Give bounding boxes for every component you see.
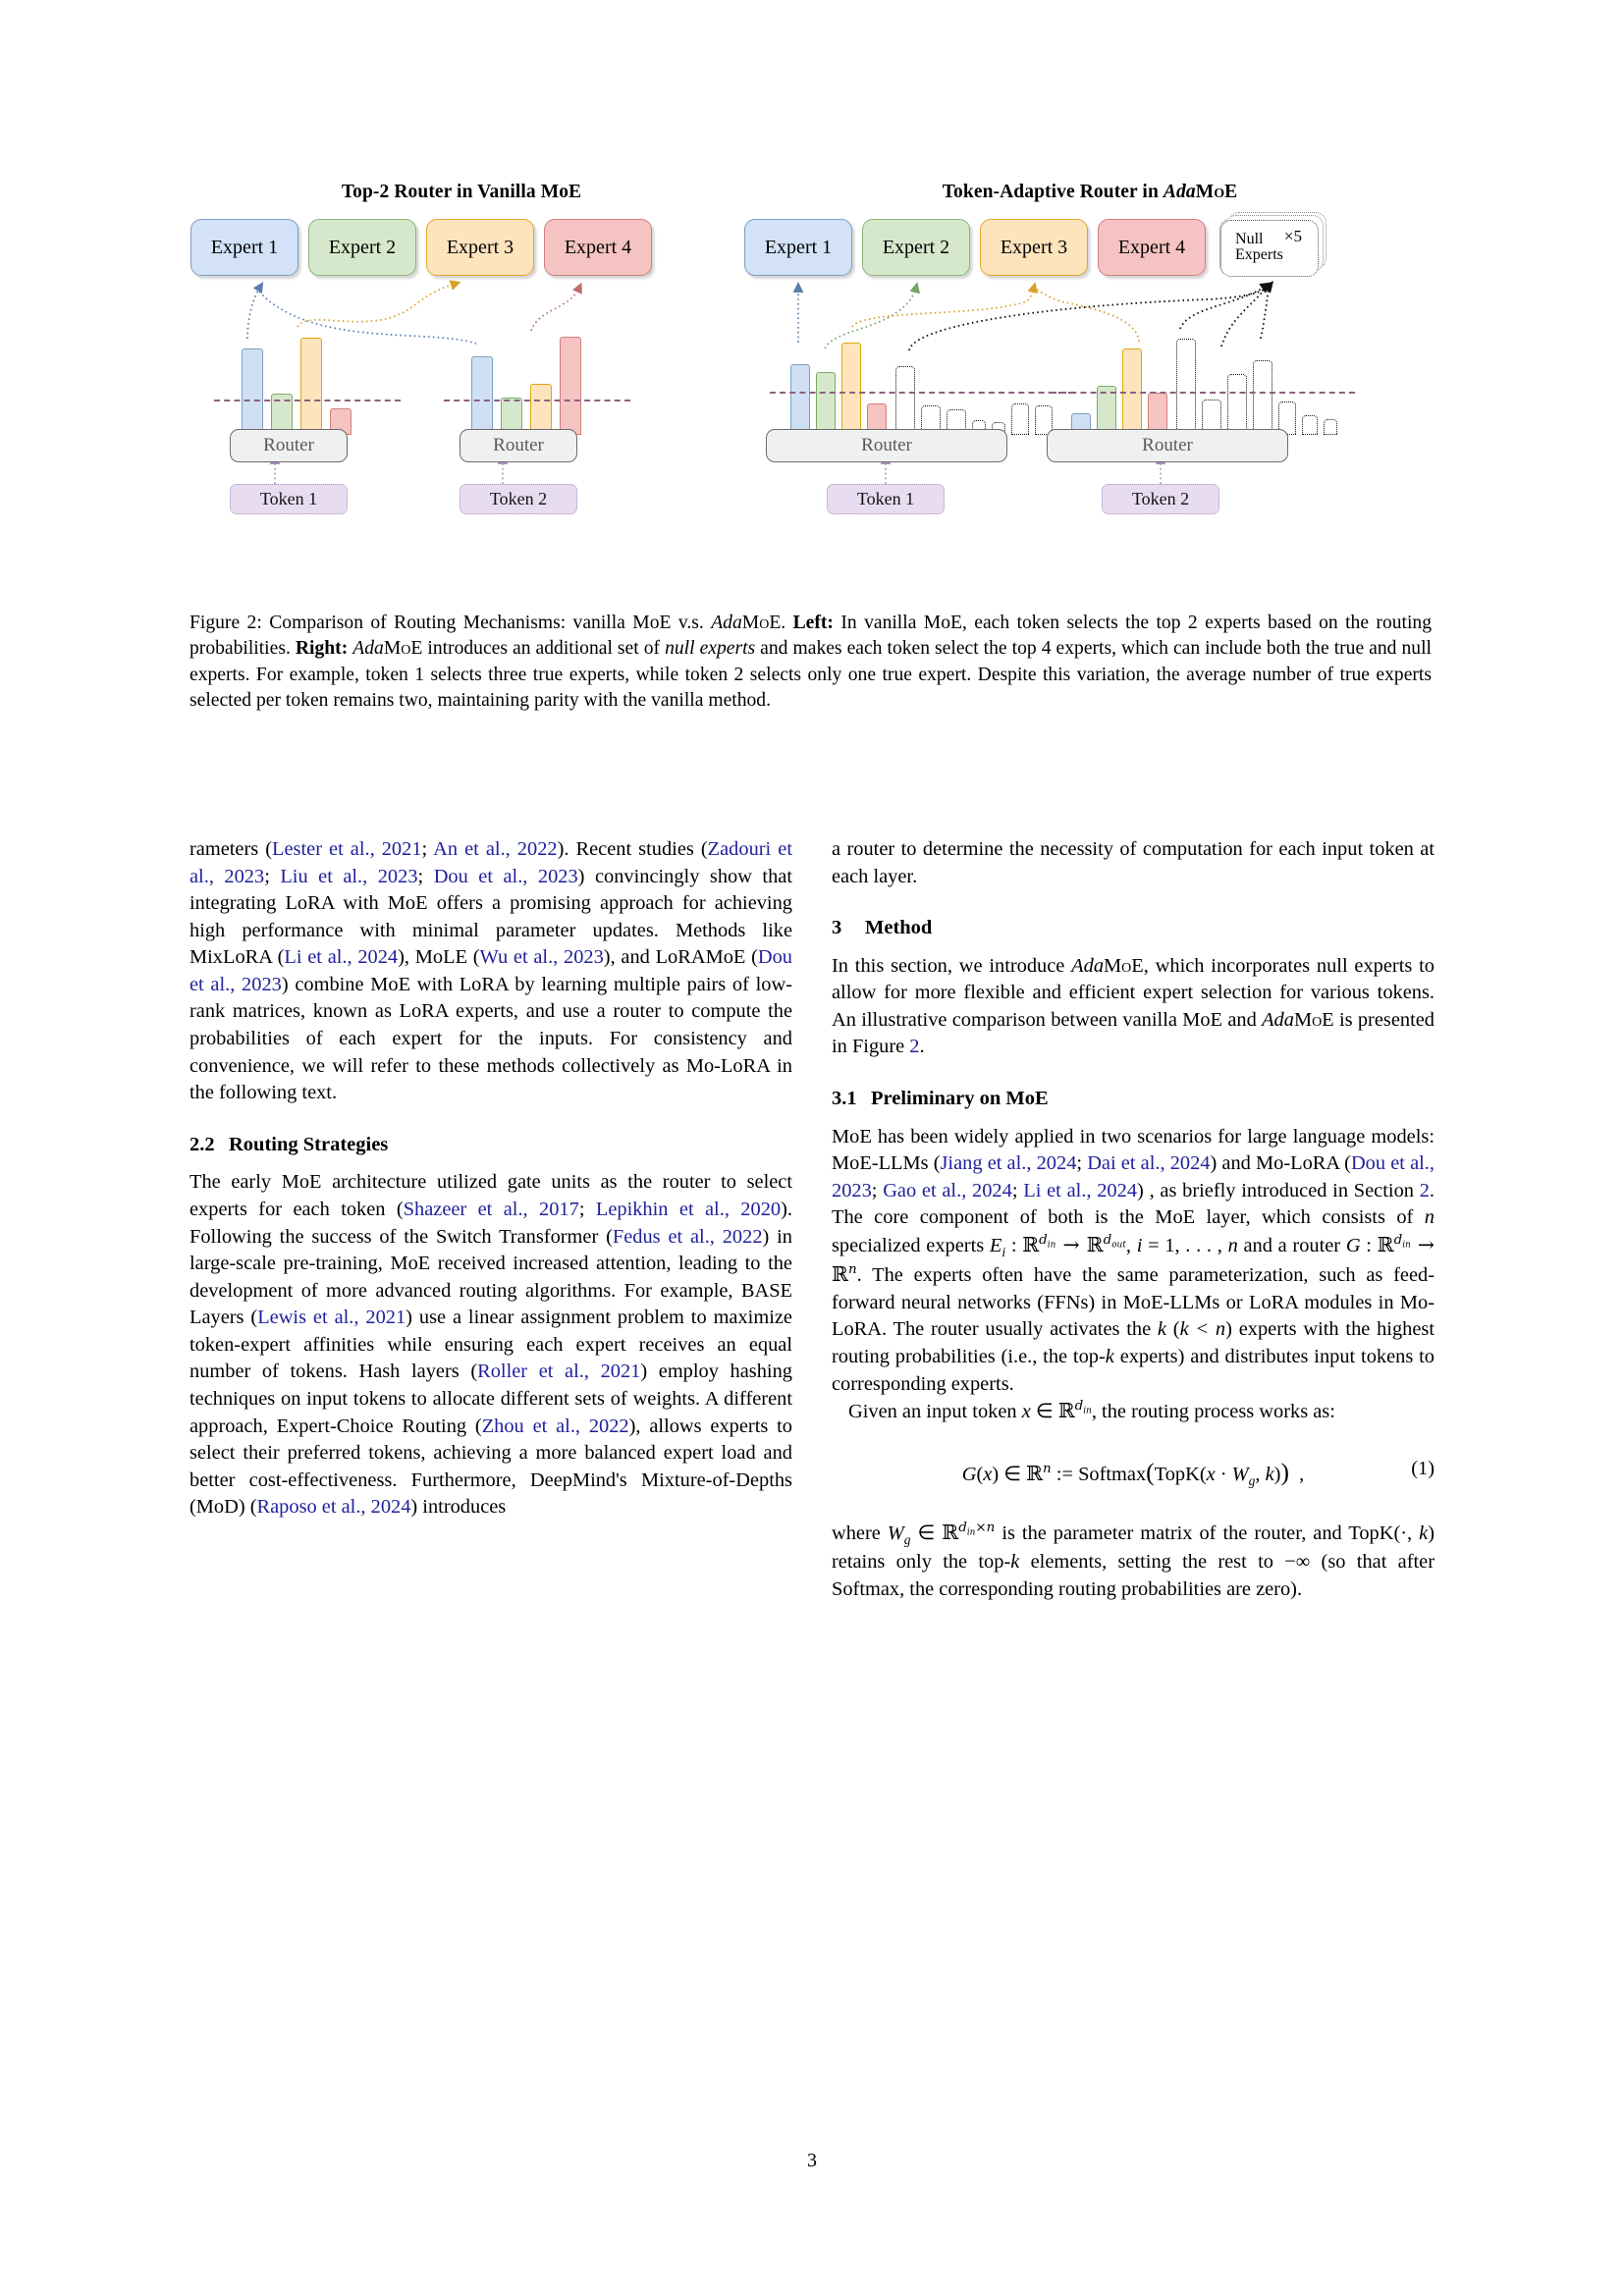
- text-run: rameters (: [189, 838, 273, 860]
- caption-italic-null: null experts: [665, 638, 756, 660]
- token1-probability-bars: [785, 331, 1021, 435]
- null-experts-label: [1235, 232, 1283, 264]
- token-label: Token 1: [259, 489, 318, 508]
- expert-label: Expert 4: [1117, 236, 1186, 258]
- equation-body: G: [961, 1463, 977, 1485]
- token1-probability-bars: [234, 337, 352, 435]
- text-run: ), MoLE (: [398, 946, 480, 969]
- caption-text-2: In vanilla MoE, each token selects the top 2 experts based on the routing probabilities.: [189, 613, 1433, 660]
- citation-link[interactable]: Zadouri et al., 2023: [189, 838, 792, 887]
- router-box-token2: [1047, 429, 1288, 462]
- router-box-token2: [460, 429, 577, 462]
- paragraph-routing-strategies: The early MoE architecture utilized gate units as the router to select experts for each token (Shazeer et al., 2017; Lepikhin et al., 2020). Following the success of the Switch Transformer (Fedus et al., 2022) in large-scale pre-training, MoE received increased attention, leading to the development of more advanced routing algorithms. For example, BASE Layers (Lewis et al., 2021) use a linear assignment problem to maximize token-expert affinities while ensuring each expert receives an equal number of tokens. Hash layers (Roller et al., 2021) employ hashing techniques on input tokens to allocate different sets of weights. A different approach, Expert-Choice Routing (Zhou et al., 2022), allows experts to select their preferred tokens, achieving a more balanced expert load and better cost-effectiveness. Furthermore, DeepMind's Mixture-of-Depths (MoD) (Raposo et al., 2024) introduces: [189, 1171, 792, 1519]
- right-panel-title-prefix: Token-Adaptive Router in: [942, 182, 1164, 202]
- math-var-n: n: [1424, 1206, 1435, 1229]
- equation-1: G(x) ∈ ℝ$^n$ := Softmax(TopK(x · $W_g$, k)) , (1): [961, 1457, 1435, 1488]
- threshold-line-token2: [444, 400, 630, 401]
- bar-null-6: [1011, 403, 1029, 435]
- text-run: In this section, we introduce: [832, 954, 1072, 977]
- token-box-1: [230, 484, 348, 514]
- text-run: experts) and distributes input tokens to corresponding experts.: [832, 1345, 1435, 1395]
- text-run: MoE has been widely applied in two scenarios for large language models: MoE-LLMs (: [832, 1125, 1435, 1175]
- section-number: 2.2: [189, 1133, 215, 1155]
- text-run: ) use a linear assignment problem to maximize token-expert affinities while ensuring each expert receives an equal number of tokens. Hash layers (: [189, 1307, 792, 1383]
- expert-label: Expert 1: [764, 236, 833, 258]
- moe-mark: MoE: [1293, 1008, 1334, 1031]
- text-run: ) , as briefly introduced in Section: [1137, 1179, 1420, 1201]
- token2-probability-bars: [1066, 331, 1302, 435]
- citation-link[interactable]: Gao et al., 2024: [883, 1179, 1012, 1201]
- bar-null-3: [1227, 374, 1247, 435]
- router-box-token1: [766, 429, 1007, 462]
- citation-link[interactable]: Fedus et al., 2022: [612, 1225, 763, 1248]
- page-number: 3: [807, 2150, 817, 2171]
- caption-bold-left: Left:: [792, 613, 834, 633]
- caption-text-4: and makes each token select the top 4 experts, which can include both the true and null experts. For example, token 1 selects three true experts, while token 2 selects only one true expert. Despite this variation, the average number of true experts selected per token remains two, maintaining parity with the vanilla method.: [189, 638, 1432, 712]
- text-run: ) employ hashing techniques on input tokens to allocate different sets of weights. A different approach, Expert-Choice Routing (: [189, 1361, 792, 1437]
- bar-expert-3: [300, 338, 322, 435]
- citation-link[interactable]: Wu et al., 2023: [479, 946, 604, 969]
- math-Wg-domain: ℝ$^{d_{in}\times n}$: [942, 1521, 996, 1544]
- paragraph-lora-moe: rameters (Lester et al., 2021; An et al., 2022). Recent studies (Zadouri et al., 2023; Liu et al., 2023; Dou et al., 2023) convincingly show that integrating LoRA with MoE offers a promising approach for achieving high performance with minimal parameter updates. Methods like MixLoRA (Li et al., 2024), MoLE (Wu et al., 2023), and LoRAMoE (Dou et al., 2023) combine MoE with LoRA by learning multiple pairs of low-rank matrices, known as LoRA experts, and use a router to compute the probabilities of each expert for the inputs. For consistency and convenience, we will refer to these methods collectively as Mo-LoRA in the following text.: [189, 838, 793, 1104]
- citation-link[interactable]: Roller et al., 2021: [477, 1361, 641, 1383]
- token-label: Token 2: [489, 489, 548, 508]
- citation-link[interactable]: Li et al., 2024: [1023, 1179, 1138, 1201]
- token-box-2: [1102, 484, 1219, 514]
- math-var-n2: n: [1227, 1234, 1238, 1256]
- citation-link[interactable]: Lepikhin et al., 2020: [595, 1198, 782, 1220]
- token-label: Token 1: [856, 489, 915, 508]
- math-token-x: x: [1021, 1401, 1031, 1423]
- caption-moe-2: MoE: [383, 638, 423, 660]
- expert-label: Expert 3: [1000, 236, 1068, 258]
- bar-expert-1: [242, 348, 263, 435]
- expert-label: Expert 2: [328, 236, 397, 258]
- paragraph-mod-continued: [832, 836, 1435, 890]
- ada-mark: Ada: [1071, 954, 1105, 977]
- citation-link[interactable]: Lewis et al., 2021: [257, 1307, 406, 1329]
- text-run: ;: [421, 838, 434, 860]
- right-panel-title-moe: MoE: [1195, 182, 1238, 202]
- router-label: Router: [263, 435, 314, 455]
- caption-bold-right: Right:: [295, 638, 349, 660]
- text-run: ) and Mo-LoRA (: [1210, 1152, 1351, 1175]
- moe-mark: MoE: [1104, 954, 1144, 977]
- caption-ada-2: Ada: [352, 638, 384, 660]
- router-label: Router: [493, 435, 544, 455]
- text-run: experts with the highest routing probabilities (i.e., the top-: [832, 1318, 1435, 1367]
- citation-link[interactable]: Shazeer et al., 2017: [403, 1198, 579, 1220]
- citation-link[interactable]: Dai et al., 2024: [1087, 1152, 1211, 1175]
- null-experts-box: [1219, 219, 1318, 276]
- text-run: ), and LoRAMoE (: [603, 946, 758, 969]
- citation-link[interactable]: Zhou et al., 2022: [481, 1415, 629, 1437]
- threshold-line-token1: [214, 400, 401, 401]
- citation-link[interactable]: Dou et al., 2023: [189, 946, 792, 995]
- expert-label: Expert 1: [210, 236, 279, 258]
- bar-null-6: [1302, 415, 1318, 435]
- text-run: , which incorporates null experts to allow for more flexible and efficient expert selection for various tokens. An illustrative comparison between vanilla MoE and: [832, 954, 1435, 1031]
- bar-expert-4: [560, 337, 581, 435]
- caption-ada-1: Ada: [711, 613, 742, 633]
- text-run: The early MoE architecture utilized gate units as the router to select experts for each token (: [189, 1171, 792, 1220]
- text-run: is presented in Figure: [832, 1008, 1435, 1058]
- bar-expert-3: [530, 384, 552, 435]
- left-panel-title: Top-2 Router in Vanilla MoE: [341, 182, 582, 202]
- caption-text-3: introduces an additional set of: [422, 638, 666, 660]
- section-heading-2-2: [189, 1133, 792, 1157]
- bar-expert-3: [841, 343, 861, 435]
- token-box-1: [827, 484, 945, 514]
- figure-caption: Figure 2: Comparison of Routing Mechanisms: vanilla MoE v.s. AdaMoE. Left: In vanilla MoE, each token selects the top 2 experts based on the routing probabilities. Right: AdaMoE introduces an additional set of null experts and makes each token select the top 4 experts, which can include both the true and null experts. For example, token 1 selects three true experts, while token 2 selects only one true expert. Despite this variation, the average number of true experts selected per token remains two, maintaining parity with the vanilla method.: [189, 613, 1433, 712]
- section-title: Preliminary on MoE: [871, 1088, 1049, 1110]
- router-label: Router: [1142, 435, 1193, 455]
- bar-null-1: [895, 366, 915, 435]
- section-title: Method: [865, 917, 933, 939]
- citation-link[interactable]: An et al., 2022: [433, 838, 558, 860]
- bar-null-1: [1176, 339, 1196, 435]
- caption-text-1: Comparison of Routing Mechanisms: vanilla MoE v.s.: [261, 613, 712, 633]
- bar-expert-1: [471, 356, 493, 435]
- null-experts-content: [1220, 220, 1317, 275]
- body-column-left: [189, 836, 792, 1522]
- section-number: 3: [832, 917, 842, 939]
- text-run: ). Recent studies (: [557, 838, 708, 860]
- figure-left-panel: [187, 182, 736, 574]
- bar-null-4: [1253, 360, 1272, 435]
- section-number: 3.1: [832, 1088, 857, 1110]
- bar-null-7: [1324, 419, 1337, 435]
- math-domain: ℝ$^{d_{in}}$ → ℝ$^{d_{out}}$: [1022, 1232, 1126, 1256]
- token2-probability-bars: [463, 337, 581, 435]
- citation-link[interactable]: Liu et al., 2023: [280, 865, 418, 887]
- text-run: specialized experts: [832, 1234, 990, 1256]
- token-box-2: [460, 484, 577, 514]
- text-run: ). Following the success of the Switch Transformer (: [189, 1198, 792, 1248]
- ada-mark: Ada: [1262, 1008, 1294, 1031]
- text-run: a router to determine the necessity of computation for each input token at each layer.: [832, 838, 1435, 887]
- router-label: Router: [861, 435, 912, 455]
- math-expr-experts: $E_i$: [989, 1234, 1006, 1260]
- text-run: ), allows experts to select their preferred tokens, achieving a more balanced expert load and better cost-effectiveness. Furthermore, DeepMind's Mixture-of-Depths (MoD) (: [189, 1415, 792, 1519]
- expert-label: Expert 3: [446, 236, 514, 258]
- text-run: where: [832, 1522, 888, 1544]
- paragraph-preliminary-moe: MoE has been widely applied in two scenarios for large language models: MoE-LLMs (Jiang et al., 2024; Dai et al., 2024) and Mo-LoRA (Dou et al., 2023; Gao et al., 2024; Li et al., 2024) , as briefly introduced in Section 2. The core component of both is the MoE layer, which consists of n specialized experts $E_i$ : ℝ$^{d_{in}}$ → ℝ$^{d_{out}}$, i = 1, . . . , n and a router G : ℝ$^{d_{in}}$ → ℝ$^n$. The experts often have the same parameterization, such as feed-forward neural networks (FFNs) in MoE-LLMs or LoRA modules in Mo-LoRA. The router usually activates the k (k < n) experts with the highest routing probabilities (i.e., the top-k experts) and distributes input tokens to corresponding experts.: [832, 1125, 1435, 1395]
- math-router-domain: ℝ$^{d_{in}}$ → ℝ$^n$: [832, 1232, 1435, 1287]
- math-token-domain: ℝ$^{d_{in}}$: [1057, 1399, 1092, 1423]
- text-run: ) in large-scale pre-training, MoE received increased attention, leading to the development of more advanced routing algorithms. For example, BASE Layers (: [189, 1225, 792, 1329]
- citation-link[interactable]: Jiang et al., 2024: [940, 1152, 1077, 1175]
- text-run: ) convincingly show that integrating LoRA with MoE offers a promising approach for achieving high performance with minimal parameter updates. Methods like MixLoRA (: [189, 865, 793, 969]
- router-box-token1: [230, 429, 348, 462]
- math-router-G: G: [1345, 1234, 1361, 1256]
- citation-link[interactable]: Dou et al., 2023: [832, 1152, 1435, 1201]
- caption-moe-1: MoE: [741, 613, 782, 633]
- token-label: Token 2: [1131, 489, 1190, 508]
- citation-link[interactable]: Lester et al., 2021: [272, 838, 422, 860]
- section-heading-3: [832, 916, 1435, 940]
- threshold-line-token2: [1051, 392, 1355, 394]
- text-run: ) combine MoE with LoRA by learning multiple pairs of low-rank matrices, known as LoRA experts, and use a router to compute the probabilities of each expert for the inputs. For consistency and convenience, we will refer to these methods collectively as Mo-LoRA in the following text.: [189, 973, 792, 1104]
- text-run: , the routing process works as:: [1091, 1401, 1335, 1423]
- text-run: .: [919, 1036, 925, 1058]
- section-title: Routing Strategies: [229, 1133, 389, 1155]
- figure-2: [187, 182, 1443, 574]
- citation-link[interactable]: Dou et al., 2023: [433, 865, 578, 887]
- expert-label: Expert 4: [564, 236, 632, 258]
- paragraph-routing-process: Given an input token x ∈ ℝ$^{d_{in}}$, the routing process works as:: [848, 1399, 1335, 1423]
- bar-expert-2: [816, 372, 836, 435]
- text-run: ) introduces: [410, 1496, 507, 1519]
- figure-right-panel: [736, 182, 1443, 574]
- paragraph-equation-explanation: where $W_g$ ∈ ℝ$^{d_{in}\times n}$ is the parameter matrix of the router, and TopK(·, k) retains only the top-k elements, setting the rest to −∞ (so that after Softmax, the corresponding routing probabilities are zero).: [832, 1521, 1435, 1600]
- section-heading-3-1: [832, 1087, 1435, 1111]
- equation-number: (1): [1411, 1457, 1435, 1479]
- section-reference-link[interactable]: 2: [1419, 1179, 1430, 1201]
- math-index: i: [1136, 1234, 1143, 1256]
- bar-expert-1: [790, 364, 810, 435]
- text-run: Given an input token: [848, 1401, 1022, 1423]
- expert-label: Expert 2: [882, 236, 950, 258]
- null-experts-multiplier: ×5: [1283, 227, 1302, 245]
- text-run: . The core component of both is the MoE layer, which consists of: [832, 1179, 1435, 1229]
- null-label-line2: Experts: [1235, 246, 1283, 263]
- caption-label: Figure 2:: [189, 613, 262, 633]
- paragraph-method-intro: [832, 953, 1435, 1061]
- math-var-k: k: [1157, 1318, 1166, 1341]
- math-Wg: $W_g$: [887, 1522, 911, 1548]
- figure-reference-link[interactable]: 2: [909, 1036, 920, 1058]
- math-k-lt-n: k < n: [1179, 1318, 1226, 1341]
- right-panel-title-ada: Ada: [1163, 182, 1196, 202]
- math-topk-k: k: [1105, 1345, 1114, 1367]
- null-label-line1: Null: [1235, 230, 1264, 247]
- threshold-line-token1: [770, 392, 1074, 394]
- citation-link[interactable]: Raposo et al., 2024: [256, 1496, 411, 1519]
- citation-link[interactable]: Li et al., 2024: [284, 946, 399, 969]
- text-run: experts often have the same parameterization, such as feed-forward neural networks (FFNs) in MoE-LLMs or LoRA modules in Mo-LoRA. The router usually activates the: [832, 1264, 1435, 1341]
- body-column-right: [832, 836, 1435, 1603]
